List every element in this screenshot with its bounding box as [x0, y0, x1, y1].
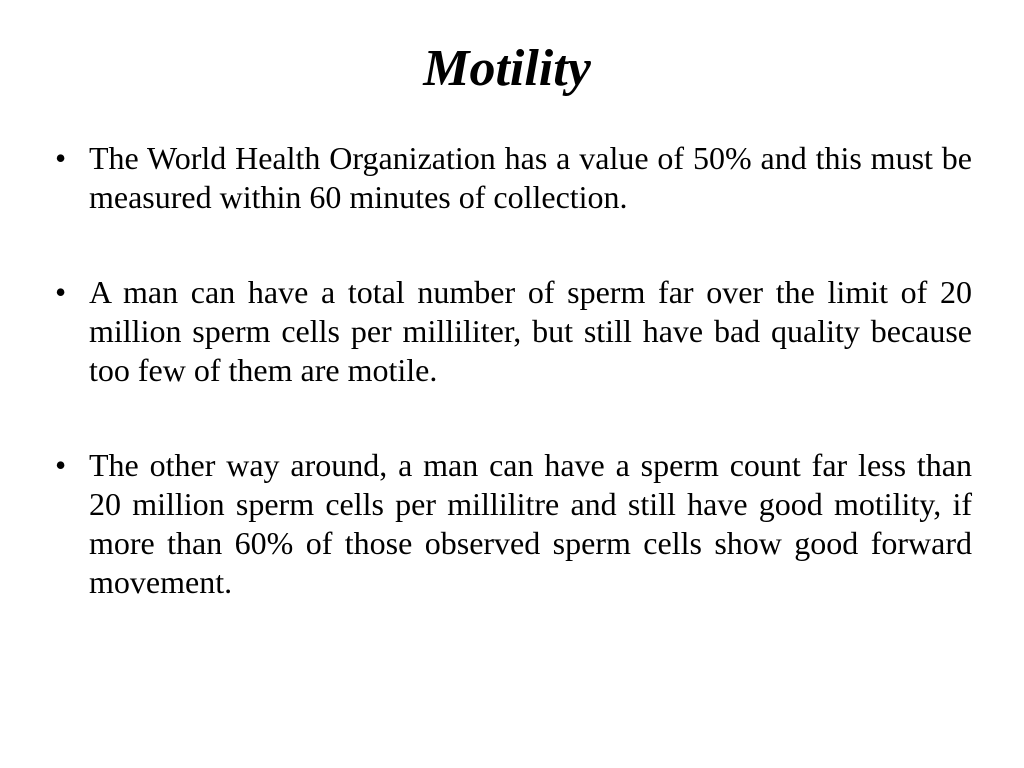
bullet-text: The other way around, a man can have a sperm count far less than 20 million sperm cells per millilitre and still have good motility, if more than 60% of those observed sperm cells show good forward movement.	[89, 447, 972, 600]
bullet-item-poor-motility	[50, 273, 972, 390]
bullet-icon: •	[55, 274, 67, 310]
bullet-list	[50, 139, 972, 602]
bullet-item-who-value	[50, 139, 972, 217]
bullet-icon: •	[55, 447, 67, 483]
slide-title: Motility	[423, 40, 591, 97]
bullet-icon: •	[55, 140, 67, 176]
bullet-item-good-motility	[50, 446, 972, 602]
bullet-text: A man can have a total number of sperm far over the limit of 20 million sperm cells per milliliter, but still have bad quality because too few of them are motile.	[89, 274, 972, 388]
bullet-text: The World Health Organization has a value of 50% and this must be measured within 60 minutes of collection.	[89, 140, 972, 215]
